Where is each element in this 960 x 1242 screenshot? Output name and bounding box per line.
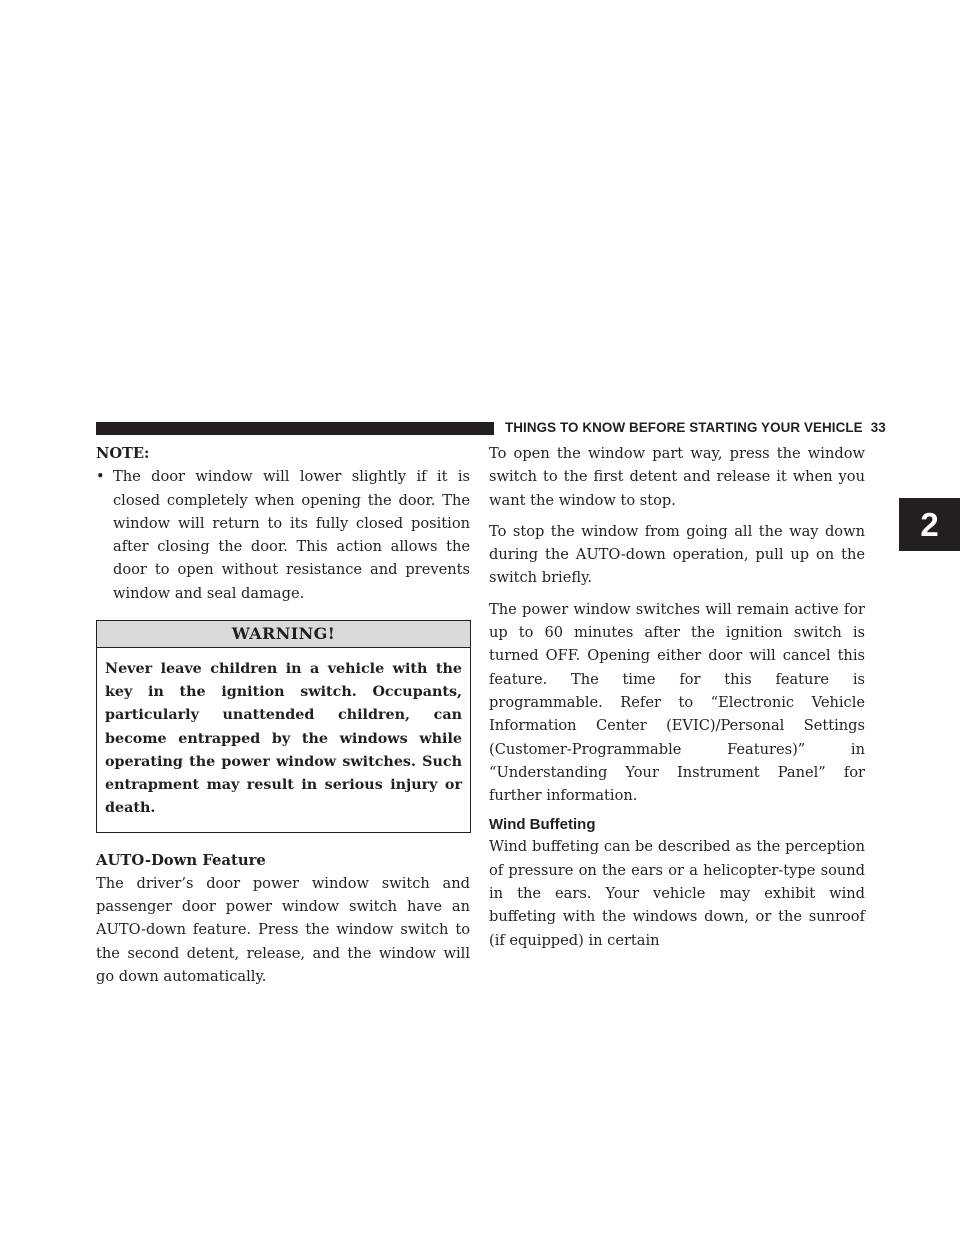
header-rule [96,422,494,435]
auto-down-heading: AUTO-Down Feature [96,851,266,869]
warning-box [96,620,471,832]
header-title: THINGS TO KNOW BEFORE STARTING YOUR VEHICLE [505,420,863,435]
note-label: NOTE: [96,445,150,462]
left-column [96,442,470,988]
chapter-tab: 2 [899,498,960,551]
auto-down-paragraph: The driver’s door power window switch and passenger door power window switch have an AUTO-down feature. Press the window switch to the second detent, release, and the window will go down automatically. [96,874,470,985]
page-number: 33 [870,420,886,435]
right-column [489,442,865,952]
wind-buffeting-heading: Wind Buffeting [489,816,596,834]
warning-body: Never leave children in a vehicle with the key in the ignition switch. Occupants, particularly unattended children, can become entrapped by the windows while operating the power window switches. Such entrapment may result in serious injury or death. [105,661,462,817]
warning-title: WARNING! [97,621,470,648]
switch-active-paragraph: The power window switches will remain active for up to 60 minutes after the ignition switch is turned OFF. Opening either door will cancel this feature. The time for this feature is programmable. Refer to “Electronic Vehicle Information Center (EVIC)/Personal Settings (Customer-Programmable Features)” in “Understanding Your Instrument Panel” for further information. [489,600,865,805]
stop-window-paragraph: To stop the window from going all the way down during the AUTO-down operation, pull up on the switch briefly. [489,522,865,587]
note-bullet-text: The door window will lower slightly if it is closed completely when opening the door. The window will return to its fully closed position after closing the door. This action allows the door to open without resistance and prevents window and seal damage. [113,468,470,602]
running-header [505,418,886,438]
bullet-dot-icon: • [96,468,105,486]
wind-buffeting-paragraph: Wind buffeting can be described as the perception of pressure on the ears or a helicopter-type sound in the ears. Your vehicle may exhibit wind buffeting with the windows down, or the sunroof (if equipped) in certain [489,838,865,949]
note-bullet [96,465,470,605]
partial-open-paragraph: To open the window part way, press the window switch to the first detent and release it when you want the window to stop. [489,445,865,509]
